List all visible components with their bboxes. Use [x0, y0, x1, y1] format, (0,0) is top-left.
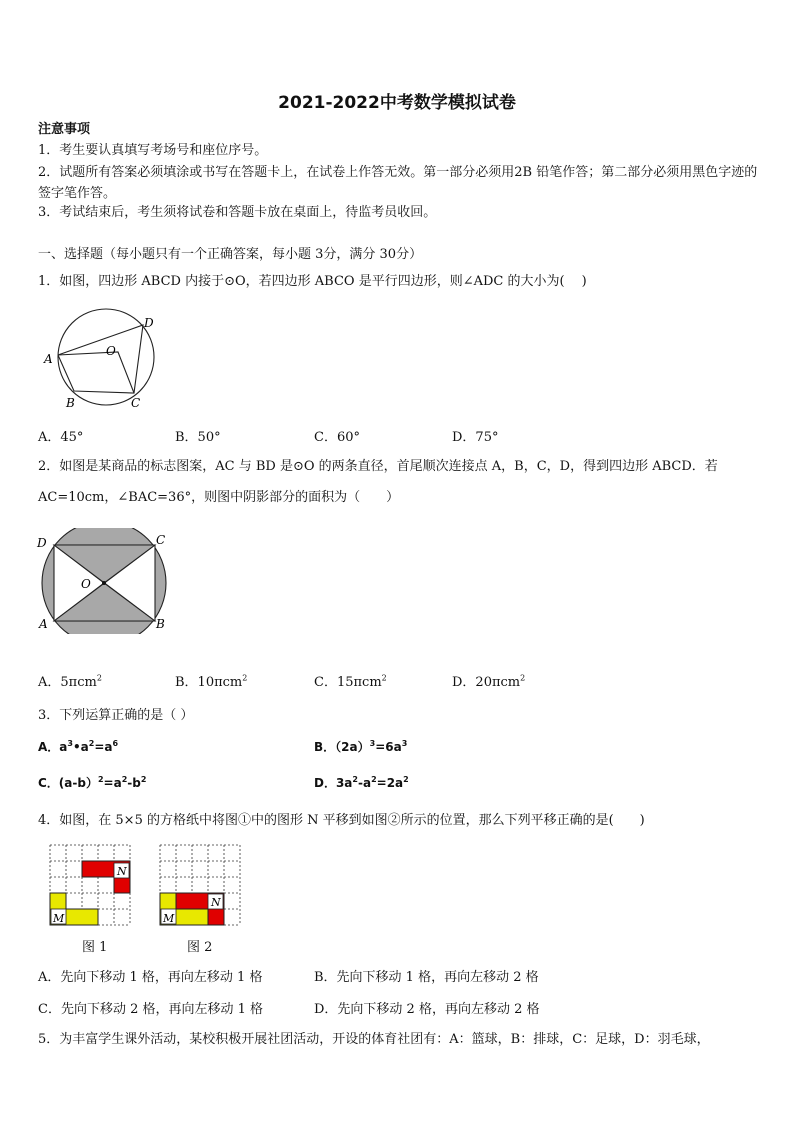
notice-heading: 注意事项: [38, 122, 91, 137]
q4-figure-2: [158, 843, 243, 933]
section-heading: 一、选择题（每小题只有一个正确答案，每小题 3分，满分 30分）: [38, 247, 423, 262]
q2-option-a: A．5πcm$^2$: [38, 673, 102, 690]
q4-fig1-caption: 图 1: [82, 940, 108, 955]
q1-label-c: C: [131, 396, 141, 410]
q4-fig2-caption: 图 2: [187, 940, 213, 955]
q3-option-b: B．$(2a)^3=6a^3$: [314, 739, 408, 754]
page-title: 2021-2022中考数学模拟试卷: [278, 93, 516, 113]
q2-option-d: D．20πcm$^2$: [452, 673, 526, 690]
q1-option-a: A．45°: [38, 430, 84, 445]
q2-stem-line2: AC=10cm，∠BAC=36°，则图中阴影部分的面积为（ ）: [38, 490, 400, 505]
q4-fig1-label-n: N: [117, 865, 127, 878]
q4-figure-1: [48, 843, 133, 933]
q2-label-d: D: [37, 536, 47, 550]
q3-option-a: A．$a^3•a^2=a^6$: [38, 739, 119, 754]
q1-parallelogram: [58, 352, 134, 393]
q2-figure: [34, 528, 174, 634]
q3-stem: 3．下列运算正确的是（ ）: [38, 708, 194, 723]
q2-label-o: O: [81, 577, 91, 591]
q4-stem: 4．如图，在 5×5 的方格纸中将图①中的图形 N 平移到如图②所示的位置，那么下列平移正确的是( ): [38, 813, 645, 828]
q2-label-a: A: [39, 617, 48, 631]
notice-item-1: 1．考生要认真填写考场号和座位序号。: [38, 143, 268, 158]
q2-label-b: B: [156, 617, 165, 631]
q2-stem-line1: 2．如图是某商品的标志图案，AC 与 BD 是⊙O 的两条直径，首尾顺次连接点 A，B，C，D，得到四边形 ABCD．若: [38, 459, 718, 474]
q4-option-c: C．先向下移动 2 格，再向左移动 1 格: [38, 1002, 264, 1017]
q4-option-d: D．先向下移动 2 格，再向左移动 2 格: [314, 1002, 540, 1017]
q1-option-b: B．50°: [175, 430, 221, 445]
q3-option-c: C．$(a-b)^2=a^2-b^2$: [38, 775, 147, 790]
q1-option-c: C．60°: [314, 430, 360, 445]
q1-figure: [38, 305, 168, 415]
q4-fig2-label-n: N: [211, 896, 221, 909]
q1-label-o: O: [106, 344, 116, 358]
q2-label-c: C: [156, 533, 166, 547]
q4-fig1-label-m: M: [53, 912, 65, 925]
notice-item-2: 2．试题所有答案必须填涂或书写在答题卡上，在试卷上作答无效。第一部分必须用2B 铅笔作答；第二部分必须用黑色字迹的签字笔作答。: [38, 165, 758, 201]
q2-center-dot: [102, 581, 106, 585]
q4-option-a: A．先向下移动 1 格，再向左移动 1 格: [38, 970, 263, 985]
q2-option-b: B．10πcm$^2$: [175, 673, 248, 690]
q1-stem: 1．如图，四边形 ABCD 内接于⊙O，若四边形 ABCO 是平行四边形，则∠ADC 的大小为( ): [38, 274, 587, 289]
q2-option-c: C．15πcm$^2$: [314, 673, 387, 690]
q1-option-d: D．75°: [452, 430, 499, 445]
notice-item-3: 3．考试结束后，考生须将试卷和答题卡放在桌面上，待监考员收回。: [38, 205, 437, 220]
q5-stem: 5．为丰富学生课外活动，某校积极开展社团活动，开设的体育社团有：A：篮球，B：排球，C：足球，D：羽毛球，: [38, 1032, 710, 1047]
q1-label-b: B: [66, 396, 75, 410]
q4-fig2-label-m: M: [163, 912, 175, 925]
q1-label-d: D: [144, 316, 154, 330]
q1-label-a: A: [44, 352, 53, 366]
q4-option-b: B．先向下移动 1 格，再向左移动 2 格: [314, 970, 539, 985]
q3-option-d: D．$3a^2-a^2=2a^2$: [314, 775, 409, 790]
